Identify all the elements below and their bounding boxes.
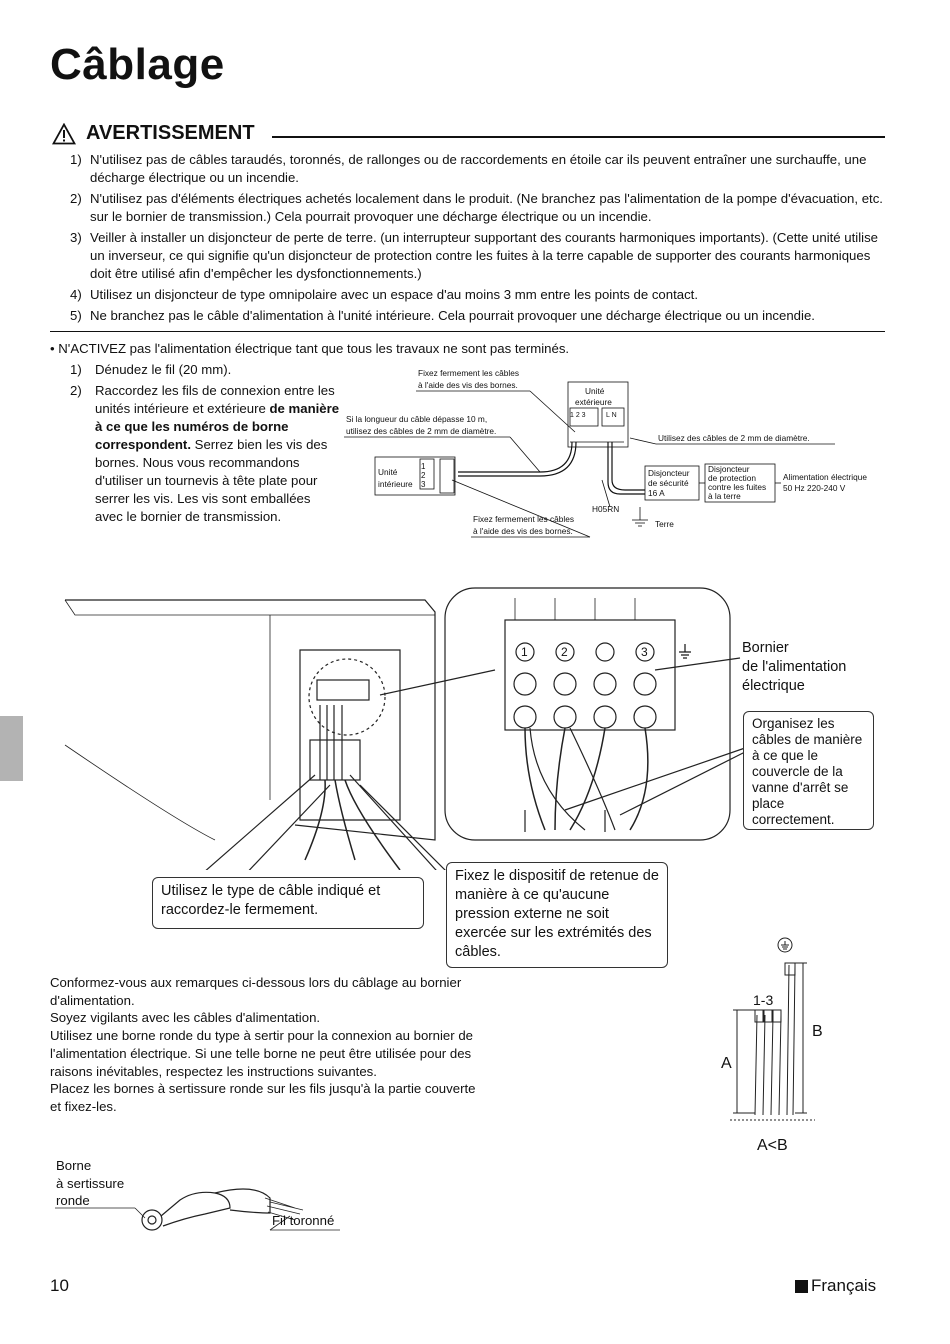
indoor-label-1: Unité [378,467,398,477]
range-label: 1-3 [753,992,774,1008]
square-icon [795,1280,808,1293]
length-note-1: Si la longueur du câble dépasse 10 m, [346,414,488,424]
step-list [70,361,340,529]
breaker-label-2: de sécurité [648,478,689,488]
fix-top-1: Fixez fermement les câbles [418,368,519,378]
breaker-label-1: Disjoncteur [648,468,690,478]
fix-bottom-2: à l'aide des vis des bornes. [473,526,573,536]
warning-item: 5) Ne branchez pas le câble d'alimentation à l'unité intérieure. Cela pourrait provoquer une décharge électrique ou un incendie. [70,308,815,323]
warning-triangle-icon [52,123,76,145]
indoor-label-2: intérieure [378,479,413,489]
warning-item: 3) Veiller à installer un disjoncteur de perte de terre. (un interrupteur supportant des courants harmoniques importants). (Cette unité utilise un inverseur, ce qui signifie qu'un disjoncteur de protection contre les fuites à la terre capable de supporter des courants harmoniques doit être utilisé afin d'empêcher les dysfonctionnements.) [70,230,879,281]
terminal-1: 1 [521,645,528,659]
organize-callout: Organisez les câbles de manière à ce que le couvercle de la vanne d'arrêt se place correctement. [743,711,874,830]
length-relation-label: A<B [757,1137,788,1154]
power-label-1: Alimentation électrique [783,472,867,482]
note-line: Soyez vigilants avec les câbles d'alimentation. [50,1010,321,1026]
fix-top-2: à l'aide des vis des bornes. [418,380,518,390]
cable-type-callout: Utilisez le type de câble indiqué et raccordez-le fermement. [152,877,424,929]
breaker-label-3: 16 A [648,488,665,498]
leak-label-2: de protection [708,473,756,483]
cable-type-label: H05RN [592,504,620,514]
length-note-2: utilisez des câbles de 2 mm de diamètre. [346,426,497,436]
power-label-2: 50 Hz 220-240 V [783,483,846,493]
warning-item: 1) N'utilisez pas de câbles taraudés, toronnés, de rallonges ou de raccordements en étoile car ils peuvent entraîner une surchauffe, une décharge électrique ou un incendie. [70,152,867,185]
leak-label-3: contre les fuites [708,482,767,492]
length-a-label: A [721,1055,732,1072]
page-number: 10 [50,1276,69,1295]
note-line: Conformez-vous aux remarques ci-dessous lors du câblage au bornier d'alimentation. [50,975,462,1008]
wire-length-diagram [715,935,835,1160]
bornier-label: Bornier de l'alimentation électrique [742,640,847,694]
indoor-terminal-2: 2 [421,471,426,480]
outdoor-label-1: Unité [585,386,605,396]
leak-label-1: Disjoncteur [708,464,750,474]
step-item: 1) Dénudez le fil (20 mm). [70,362,232,377]
warning-item: 4) Utilisez un disjoncteur de type omnipolaire avec un espace d'au moins 3 mm entre les points de contact. [70,287,699,302]
terminal-2: 2 [561,645,568,659]
outdoor-terminal-ln: L N [606,412,617,419]
warning-heading [52,122,255,145]
stranded-wire-label: Fil toronné [272,1213,335,1228]
outdoor-label-2: extérieure [575,397,612,407]
terminal-3: 3 [641,645,648,659]
note-line: Utilisez une borne ronde du type à sertir pour la connexion au bornier de l'alimentation électrique. Si une telle borne ne peut être utilisée pour des raisons inévitables, respectez les instructions suivantes. [50,1028,473,1079]
step-item: 2) Raccordez les fils de connexion entre les unités intérieure et extérieure de manière à ce que les numéros de borne correspondent. Serrez bien les vis des bornes. Nous vous recommandons d'utiliser un tournevis à tête plate pour serrer les vis. Les vis sont emballées avec le bornier de transmission. [70,383,340,524]
indoor-terminal-1: 1 [421,462,426,471]
indoor-terminal-3: 3 [421,480,426,489]
note-line: Placez les bornes à sertissure ronde sur les fils jusqu'à la partie couverte et fixez-les. [50,1081,476,1114]
notes-block [50,974,490,1116]
outdoor-terminal-numbers: 1 2 3 [570,412,586,419]
earth-icon [679,644,691,658]
retainer-callout: Fixez le dispositif de retenue de manière à ce qu'aucune pression externe ne soit exercée sur les extrémités des câbles. [446,862,668,968]
warning-item: 2) N'utilisez pas d'éléments électriques achetés localement dans le produit. (Ne branchez pas l'alimentation de la pompe d'évacuation, etc. sur le bornier de transmission.) Cela pourrait provoquer une décharge électrique ou un incendie. [70,191,883,224]
earth-label: Terre [655,519,674,529]
wiring-schematic [340,362,900,542]
language-label: Français [795,1276,876,1296]
length-b-label: B [812,1023,823,1040]
warning-list [70,151,890,328]
crimp-label: Borne à sertissure ronde [56,1158,125,1208]
leak-label-4: à la terre [708,491,741,501]
use-2mm-label: Utilisez des câbles de 2 mm de diamètre. [658,433,810,443]
section-tab [0,716,23,781]
section-rule [50,331,885,332]
page-title: Câblage [50,40,225,89]
fix-bottom-1: Fixez fermement les câbles [473,514,574,524]
warning-heading-text: AVERTISSEMENT [86,122,255,144]
bullet-note: • N'ACTIVEZ pas l'alimentation électrique tant que tous les travaux ne sont pas terminés. [50,341,570,356]
warning-rule [272,136,885,138]
